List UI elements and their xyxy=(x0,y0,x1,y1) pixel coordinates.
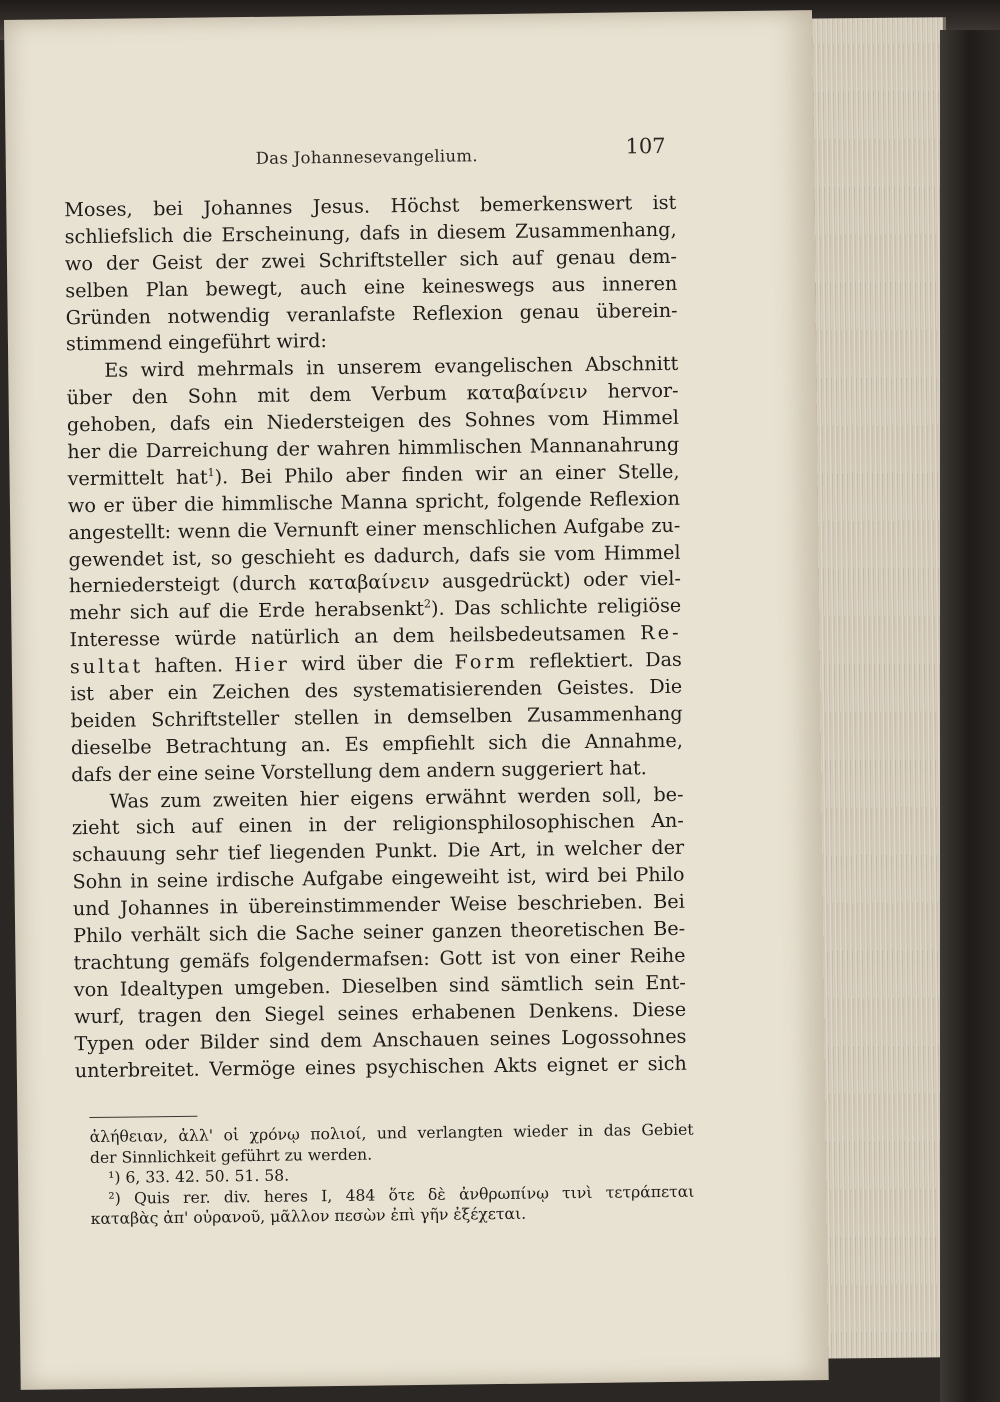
text-line: her die Darreichung der wahren himmlischen Mannanahrung xyxy=(67,432,680,464)
emphasis-spaced: Form xyxy=(454,649,518,674)
text-line: herniedersteigt (durch καταβαίνειν ausgedrückt) oder viel- xyxy=(68,567,682,598)
text-line: von Idealtypen umgeben. Dieselben sind sämtlich sein Ent- xyxy=(73,970,686,1002)
footnote-2: ²) Quis rer. div. heres I, 484 ὅτε δὲ ἀνθρωπίνῳ τινὶ τετράπεται xyxy=(108,1182,695,1208)
text-line: gehoben, dafs ein Niedersteigen des Sohnes vom Himmel xyxy=(66,405,680,437)
text-segment: ). Das schlichte religiöse xyxy=(430,594,682,621)
book-page xyxy=(4,10,829,1390)
text-line: dieselbe Betrachtung an. Es empfiehlt sich die Annahme, xyxy=(70,728,683,760)
footnote-mark: 2 xyxy=(423,597,432,611)
body-text xyxy=(64,190,687,1085)
text-line: wurf, tragen den Siegel seines erhabenen Denkens. Diese xyxy=(74,997,687,1028)
text-line: Gründen notwendig veranlafste Reflexion genau überein- xyxy=(65,298,678,329)
text-line: wo der Geist der zwei Schriftsteller sich auf genau dem- xyxy=(64,244,678,276)
footnotes xyxy=(90,1120,695,1230)
text-line: wo er über die himmlische Manna spricht, folgende Reflexion xyxy=(67,486,681,518)
footnote-line: καταβὰς ἀπ' οὐρανοῦ, μᾶλλον πεσὼν ἐπὶ γῆν ἐξέχεται. xyxy=(90,1204,527,1229)
text-segment: wird über die xyxy=(301,650,444,676)
text-line: zieht sich auf einen in der religionsphilosophischen An- xyxy=(71,809,684,840)
text-line: trachtung gemäfs folgendermafsen: Gott ist von einer Reihe xyxy=(73,943,686,975)
emphasis-spaced: Hier xyxy=(234,652,290,677)
footnote-mark: 1 xyxy=(207,465,215,480)
text-line: Sohn in seine irdische Aufgabe eingeweiht ist, wird bei Philo xyxy=(72,863,685,894)
text-line: beiden Schriftsteller stellen in demselben Zusammenhang xyxy=(70,701,683,733)
text-line: über den Sohn mit dem Verbum καταβαίνειν hervor- xyxy=(66,379,679,410)
text-line: und Johannes in übereinstimmender Weise beschrieben. Bei xyxy=(72,889,685,921)
text-line: Typen oder Bilder sind dem Anschauen seines Logossohnes xyxy=(74,1024,687,1055)
footnote-line: der Sinnlichkeit geführt zu werden. xyxy=(89,1145,373,1167)
book-cover xyxy=(940,30,1000,1402)
text-segment: haften. xyxy=(154,653,224,678)
page-header xyxy=(255,130,665,175)
text-line: schauung sehr tief liegenden Punkt. Die Art, in welcher der xyxy=(72,836,685,867)
footnote-divider xyxy=(89,1116,197,1119)
footnote-line: ἀλήθειαν, ἀλλ' οἱ χρόνῳ πολιοί, und verlangten wieder in das Gebiet xyxy=(89,1120,694,1147)
text-line: stimmend eingeführt wird: xyxy=(65,329,328,356)
text-line: dafs der eine seine Vorstellung dem andern suggeriert hat. xyxy=(71,755,647,786)
text-line: Moses, bei Johannes Jesus. Höchst bemerkenswert ist xyxy=(64,190,677,222)
paragraph-start: Was zum zweiten hier eigens erwähnt werden soll, be- xyxy=(109,782,684,813)
page-number: 107 xyxy=(625,133,666,159)
text-line: gewendet ist, so geschieht es dadurch, dafs sie vom Himmel xyxy=(68,540,681,571)
text-line: angestellt: wenn die Vernunft einer menschlichen Aufgabe zu- xyxy=(68,513,681,544)
footnote-1: ¹) 6, 33. 42. 50. 51. 58. xyxy=(108,1166,290,1187)
running-title: Das Johannesevangelium. xyxy=(255,146,478,168)
emphasis-spaced: sultat xyxy=(69,654,144,679)
text-segment: ). Bei Philo aber finden wir an einer Stelle, xyxy=(214,459,680,489)
text-line: selben Plan bewegt, auch eine keineswegs aus inneren xyxy=(65,271,678,302)
text-line: schliefslich die Erscheinung, dafs in diesem Zusammenhang, xyxy=(64,217,677,249)
text-line: ist aber ein Zeichen des systematisierenden Geistes. Die xyxy=(70,674,683,706)
text-segment: reflektiert. Das xyxy=(529,647,682,673)
text-line: Philo verhält sich die Sache seiner ganzen theoretischen Be- xyxy=(73,916,686,948)
emphasis-spaced: Re- xyxy=(640,621,682,645)
paragraph-start: Es wird mehrmals in unserem evangelischen Abschnitt xyxy=(104,352,679,383)
text-segment: mehr sich auf die Erde herabsenkt xyxy=(69,597,425,625)
text-segment: vermittelt hat xyxy=(67,465,208,491)
text-line: unterbreitet. Vermöge eines psychischen Akts eignet er sich xyxy=(74,1051,687,1082)
text-segment: Interesse würde natürlich an dem heilsbedeutsamen xyxy=(69,621,626,652)
